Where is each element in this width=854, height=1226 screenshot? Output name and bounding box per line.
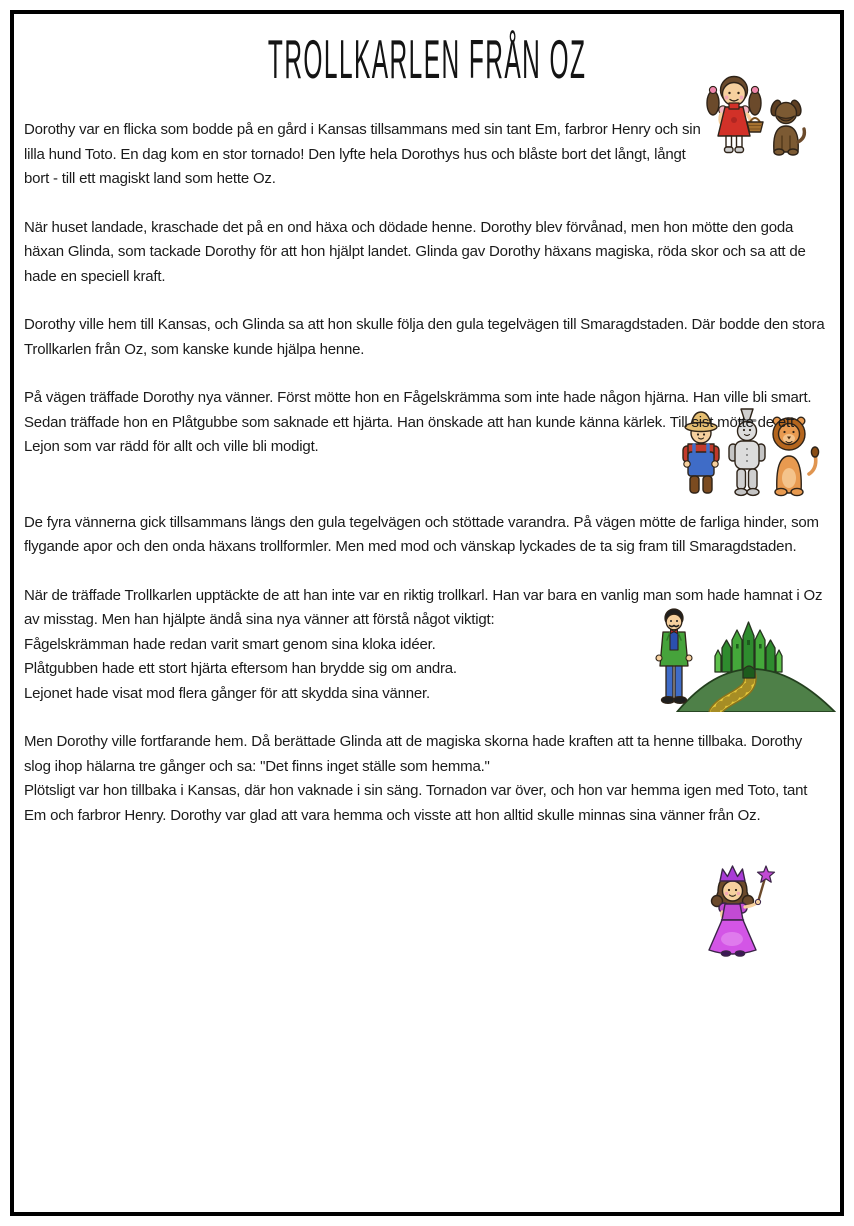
- paragraph-7-part-b: Plötsligt var hon tillbaka i Kansas, där hon vaknade i sin säng. Tornadon var över, och hon var hemma igen med Toto, tant Em och farbror Henry. Dorothy var glad att vara hemma och visste att hon alltid skulle minnas sina vänner från Oz.: [24, 782, 808, 824]
- paragraph-6-point-3: Lejonet hade visat mod flera gånger för att skydda sina vänner.: [24, 684, 430, 702]
- glinda-icon: [688, 862, 780, 958]
- paragraph-4: På vägen träffade Dorothy nya vänner. Först mötte hon en Fågelskrämma som inte hade någon hjärna. Han ville bli smart. Sedan träffade hon en Plåtgubbe som saknade ett hjärta. Han önskade att han kunde känna kärlek. Till sist mötte de ett Lejon som var rädd för allt och ville bli modigt.: [24, 389, 812, 455]
- paragraph-2: När huset landade, kraschade det på en ond häxa och dödade henne. Dorothy blev förvånad, men hon mötte den goda häxan Glinda, som tackade Dorothy för att hon hjälpt landet. Glinda gav Dorothy häxans magiska, röda skor och sa att de hade en speciell kraft.: [24, 218, 806, 285]
- illustration-wizard-emerald-city-image: [653, 608, 838, 712]
- paragraph-1: Dorothy var en flicka som bodde på en gård i Kansas tillsammans med sin tant Em, farbror Henry och sin lilla hund Toto. En dag kom en stor tornado! Den lyfte hela Dorothys hus och blåste bort det långt, långt bort - till ett magiskt land som hette Oz.: [24, 121, 701, 187]
- page-border-frame: [10, 10, 844, 1216]
- paragraph-6-point-1: Fågelskrämman hade redan varit smart genom sina kloka idéer.: [24, 635, 436, 653]
- illustration-dorothy-toto-image: [704, 70, 810, 164]
- paragraph-7-part-a: Men Dorothy ville fortfarande hem. Då berättade Glinda att de magiska skorna hade kraften att ta henne tillbaka. Dorothy slog ihop hälarna tre gånger och sa: "Det finns inget ställe som hemma.": [24, 733, 803, 775]
- paragraph-5: De fyra vännerna gick tillsammans längs den gula tegelvägen och stöttade varandra. På vägen mötte de farliga hinder, som flygande apor och den onda häxans trollformler. Men med mod och vänskap lyckades de ta sig fram till Smaragdstaden.: [24, 513, 819, 555]
- page-title: TROLLKARLEN FRÅN OZ: [267, 29, 587, 91]
- wizard-emerald-city-icon: [653, 608, 838, 712]
- paragraph-6-intro-part-a: När de träffade Trollkarlen upptäckte de att han inte var en riktig trollkarl. Han var bara en vanlig man som hade: [24, 586, 744, 604]
- paragraph-3: Dorothy ville hem till Kansas, och Glinda sa att hon skulle följa den gula tegelvägen till Smaragdstaden. Där bodde den stora Trollkarlen från Oz, som kanske kunde hjälpa henne.: [24, 316, 825, 358]
- illustration-glinda-image: [688, 862, 780, 958]
- paragraph-6-intro: [24, 584, 830, 633]
- dorothy-toto-icon: [704, 70, 810, 164]
- paragraph-6-intro-part-b: hamnat i Oz av misstag. Men han hjälpte ändå sina nya vänner att förstå något viktigt:: [24, 586, 823, 628]
- paragraph-6-point-2: Plåtgubben hade ett stort hjärta eftersom han brydde sig om andra.: [24, 660, 457, 677]
